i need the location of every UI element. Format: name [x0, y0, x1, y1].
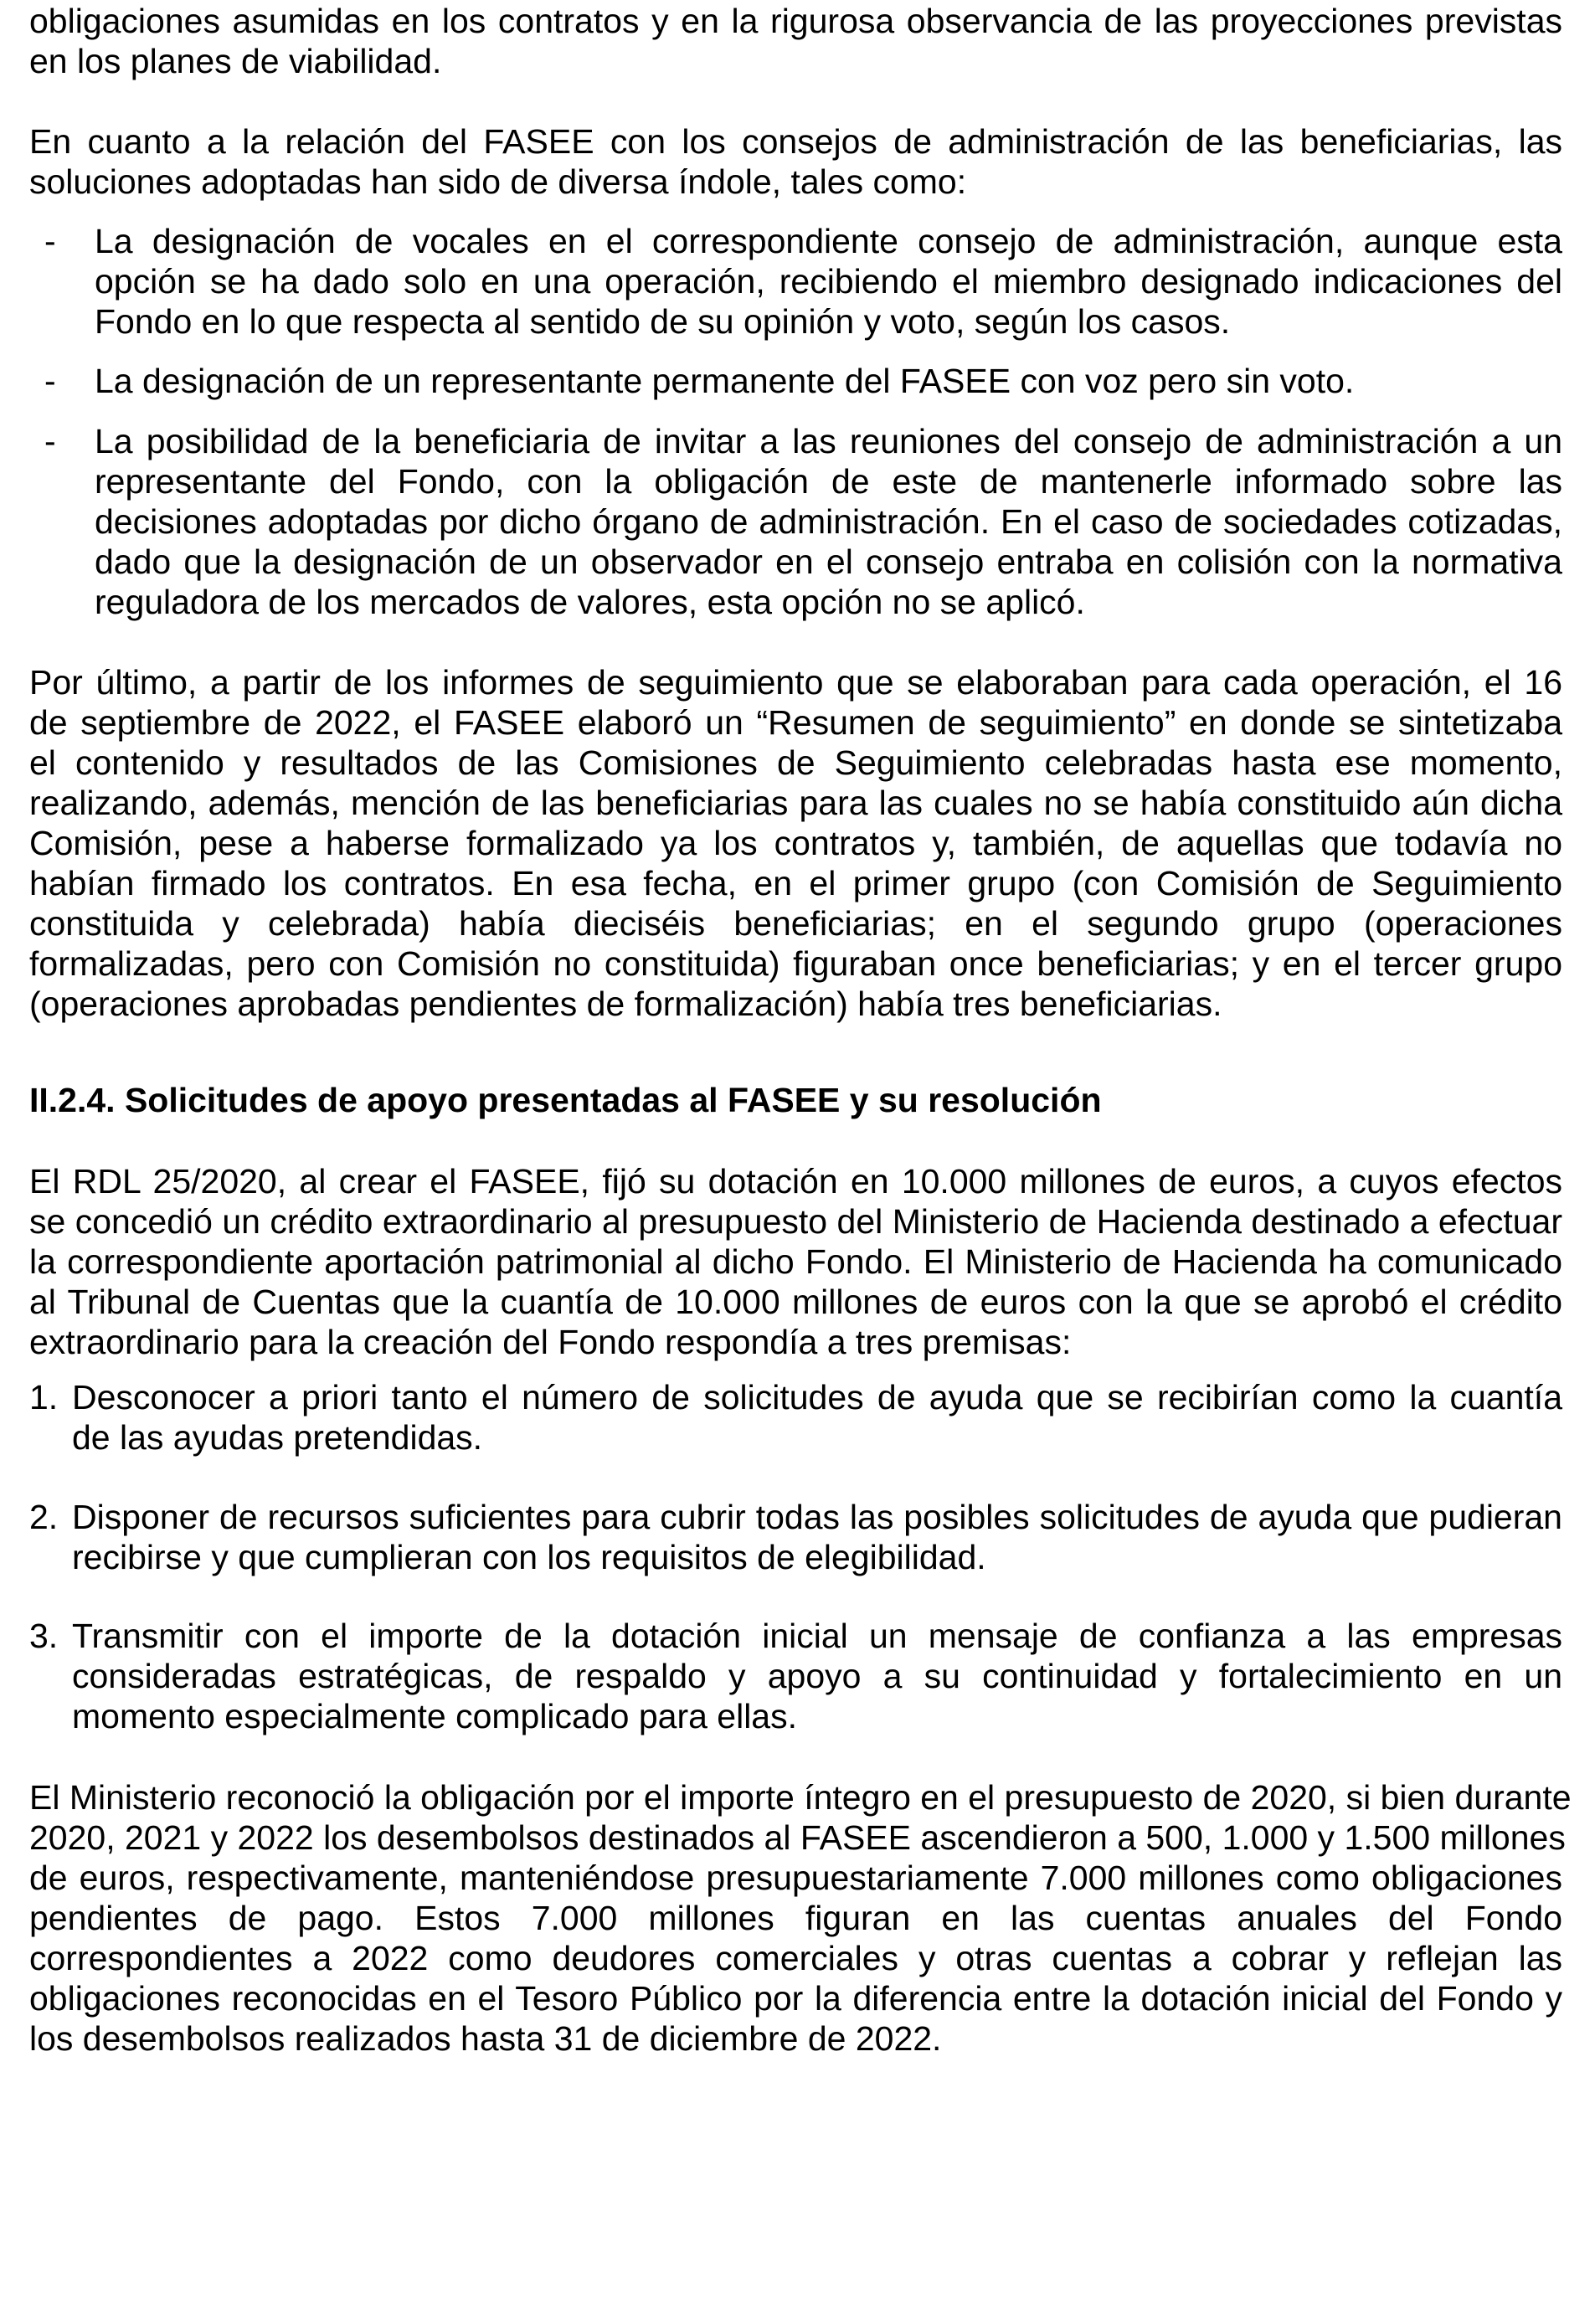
list-marker: 3. [29, 1617, 59, 1655]
text-line: de septiembre de 2022, el FASEE elaboró un “Resumen de seguimiento” en donde se sintetizaba [29, 703, 1562, 742]
text-line: soluciones adoptadas han sido de diversa índole, tales como: [29, 162, 967, 201]
paragraph-follow-up-summary [29, 662, 1562, 1024]
list-marker: - [44, 422, 56, 460]
text-line: La posibilidad de la beneficiaria de invitar a las reuniones del consejo de administración a un [95, 422, 1562, 460]
list-marker: 1. [29, 1378, 59, 1417]
numbered-item [29, 1616, 1562, 1736]
text-line: correspondientes a 2022 como deudores comerciales y otras cuentas a cobrar y reflejan las [29, 1939, 1562, 1977]
text-line: Por último, a partir de los informes de seguimiento que se elaboraban para cada operación, el 16 [29, 663, 1562, 702]
text-line: obligaciones asumidas en los contratos y en la rigurosa observancia de las proyecciones previstas [29, 2, 1562, 40]
text-line: obligaciones reconocidas en el Tesoro Público por la diferencia entre la dotación inicial del Fondo y [29, 1979, 1562, 2018]
text-line: Desconocer a priori tanto el número de solicitudes de ayuda que se recibirían como la cuantía [72, 1378, 1562, 1417]
paragraph-rdl [29, 1161, 1562, 1362]
bullet-item [44, 421, 1562, 622]
text-line: formalizadas, pero con Comisión no constituida) figuraban once beneficiarias; y en el tercer grupo [29, 944, 1562, 983]
bullet-item [44, 361, 1562, 401]
text-line: extraordinario para la creación del Fondo respondía a tres premisas: [29, 1323, 1072, 1361]
paragraph-ministry-obligation [29, 1777, 1572, 2059]
text-line: decisiones adoptadas por dicho órgano de administración. En el caso de sociedades cotizadas, [95, 502, 1562, 541]
numbered-item [29, 1497, 1562, 1577]
numbered-item [29, 1377, 1562, 1458]
text-line: 2020, 2021 y 2022 los desembolsos destinados al FASEE ascendieron a 500, 1.000 y 1.500 millones [29, 1818, 1566, 1857]
text-line: la correspondiente aportación patrimonial al dicho Fondo. El Ministerio de Hacienda ha comunicado [29, 1242, 1562, 1281]
text-line: habían firmado los contratos. En esa fecha, en el primer grupo (con Comisión de Seguimiento [29, 864, 1562, 902]
text-line: El Ministerio reconoció la obligación por el importe íntegro en el presupuesto de 2020, si bien durante [29, 1778, 1572, 1817]
text-line: representante del Fondo, con la obligación de este de mantenerle informado sobre las [95, 462, 1562, 501]
list-marker: 2. [29, 1498, 59, 1536]
text-line: momento especialmente complicado para ellas. [72, 1697, 798, 1735]
list-marker: - [44, 222, 56, 260]
text-line: recibirse y que cumplieran con los requisitos de elegibilidad. [72, 1538, 986, 1576]
text-line: al Tribunal de Cuentas que la cuantía de 10.000 millones de euros con la que se aprobó el crédito [29, 1283, 1562, 1321]
paragraph-intro-end [29, 1, 1562, 81]
paragraph-board-relations [29, 121, 1562, 202]
text-line: los desembolsos realizados hasta 31 de diciembre de 2022. [29, 2019, 942, 2058]
text-line: Transmitir con el importe de la dotación inicial un mensaje de confianza a las empresas [72, 1617, 1562, 1655]
section-heading [29, 1080, 1562, 1120]
text-line: opción se ha dado solo en una operación, recibiendo el miembro designado indicaciones del [95, 262, 1562, 301]
text-line: Comisión, pese a haberse formalizado ya los contratos y, también, de aquellas que todavía no [29, 824, 1562, 862]
text-line: dado que la designación de un observador en el consejo entraba en colisión con la normativa [95, 542, 1562, 581]
text-line: realizando, además, mención de las beneficiarias para las cuales no se había constituido aún dicha [29, 784, 1562, 822]
text-line: En cuanto a la relación del FASEE con los consejos de administración de las beneficiarias, las [29, 122, 1562, 161]
text-line: el contenido y resultados de las Comisiones de Seguimiento celebradas hasta ese momento, [29, 743, 1562, 782]
text-line: de euros, respectivamente, manteniéndose presupuestariamente 7.000 millones como obligaciones [29, 1859, 1562, 1897]
list-marker: - [44, 362, 56, 400]
text-line: en los planes de viabilidad. [29, 42, 442, 80]
text-line: Fondo en lo que respecta al sentido de su opinión y voto, según los casos. [95, 302, 1231, 341]
text-line: se concedió un crédito extraordinario al presupuesto del Ministerio de Hacienda destinado a efectuar [29, 1202, 1562, 1241]
text-line: La designación de vocales en el correspondiente consejo de administración, aunque esta [95, 222, 1562, 260]
text-line: de las ayudas pretendidas. [72, 1418, 483, 1457]
text-line: constituida y celebrada) había dieciséis beneficiarias; en el segundo grupo (operaciones [29, 904, 1562, 943]
bullet-item [44, 221, 1562, 342]
text-line: consideradas estratégicas, de respaldo y apoyo a su continuidad y fortalecimiento en un [72, 1657, 1562, 1695]
text-line: La designación de un representante permanente del FASEE con voz pero sin voto. [95, 362, 1355, 400]
text-line: (operaciones aprobadas pendientes de formalización) había tres beneficiarias. [29, 985, 1222, 1023]
text-line: II.2.4. Solicitudes de apoyo presentadas al FASEE y su resolución [29, 1081, 1102, 1119]
text-line: reguladora de los mercados de valores, esta opción no se aplicó. [95, 583, 1085, 621]
text-line: pendientes de pago. Estos 7.000 millones figuran en las cuentas anuales del Fondo [29, 1899, 1562, 1937]
text-line: El RDL 25/2020, al crear el FASEE, fijó su dotación en 10.000 millones de euros, a cuyos efectos [29, 1162, 1562, 1201]
text-line: Disponer de recursos suficientes para cubrir todas las posibles solicitudes de ayuda que pudieran [72, 1498, 1562, 1536]
